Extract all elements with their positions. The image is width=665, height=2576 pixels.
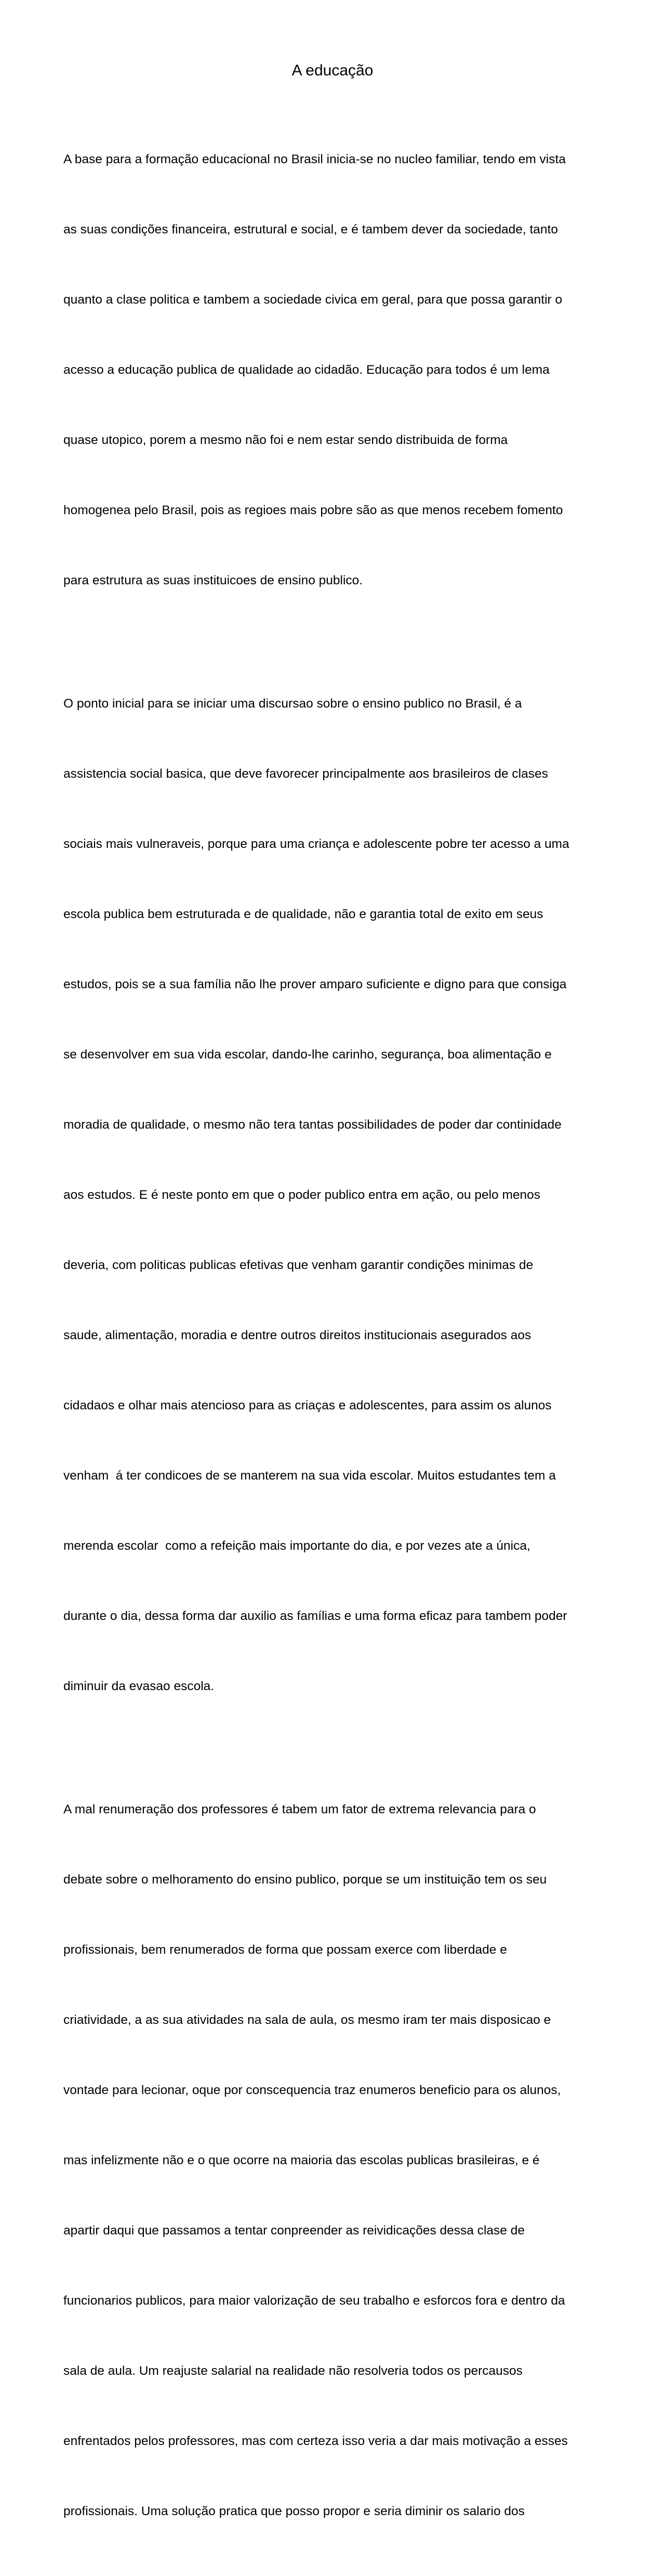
text-line: diminuir da evasao escola.	[63, 1679, 215, 1693]
text-line: aos estudos. E é neste ponto em que o poder publico entra em ação, ou pelo menos	[63, 1188, 540, 1202]
text-line: para estrutura as suas instituicoes de ensino publico.	[63, 573, 363, 587]
text-line: debate sobre o melhoramento do ensino publico, porque se um instituição tem os seu	[63, 1873, 547, 1887]
text-line: apartir daqui que passamos a tentar conpreender as reividicações dessa clase de	[63, 2224, 525, 2238]
paragraph-1	[63, 101, 604, 639]
text-line: se desenvolver em sua vida escolar, dando-lhe carinho, segurança, boa alimentação e	[63, 1048, 552, 1062]
text-line: quase utopico, porem a mesmo não foi e nem estar sendo distribuida de forma	[63, 433, 508, 447]
text-line: as suas condições financeira, estrutural e social, e é tambem dever da sociedade, tanto	[63, 223, 558, 237]
text-line: durante o dia, dessa forma dar auxilio as famílias e uma forma eficaz para tambem poder	[63, 1609, 567, 1623]
text-line: vontade para lecionar, oque por conscequencia traz enumeros beneficio para os alunos,	[63, 2083, 561, 2097]
text-line: cidadaos e olhar mais atencioso para as criaças e adolescentes, para assim os alunos	[63, 1398, 552, 1413]
text-line: acesso a educação publica de qualidade ao cidadão. Educação para todos é um lema	[63, 363, 550, 377]
text-line: O ponto inicial para se iniciar uma discursao sobre o ensino publico no Brasil, é a	[63, 697, 522, 711]
text-line: sala de aula. Um reajuste salarial na realidade não resolveria todos os percausos	[63, 2364, 523, 2378]
document-body	[63, 101, 604, 2576]
text-line: sociais mais vulneraveis, porque para uma criança e adolescente pobre ter acesso a uma	[63, 837, 569, 851]
document-title: A educação	[291, 62, 374, 79]
text-line: deveria, com politicas publicas efetivas que venham garantir condições minimas de	[63, 1258, 534, 1272]
text-line: assistencia social basica, que deve favorecer principalmente aos brasileiros de clases	[63, 767, 548, 781]
text-line: funcionarios publicos, para maior valorização de seu trabalho e esforcos fora e dentro da	[63, 2294, 565, 2308]
text-line: escola publica bem estruturada e de qualidade, não e garantia total de exito em seus	[63, 907, 543, 921]
text-line: homogenea pelo Brasil, pois as regioes mais pobre são as que menos recebem fomento	[63, 503, 563, 517]
text-line: mas infelizmente não e o que ocorre na maioria das escolas publicas brasileiras, e é	[63, 2153, 540, 2167]
text-line: A base para a formação educacional no Brasil inicia-se no nucleo familiar, tendo em vista	[63, 152, 566, 166]
text-line: estudos, pois se a sua família não lhe prover amparo suficiente e digno para que consiga	[63, 977, 567, 991]
text-line: profissionais. Uma solução pratica que posso propor e seria diminir os salario dos	[63, 2504, 525, 2518]
text-line: saude, alimentação, moradia e dentre outros direitos institucionais asegurados aos	[63, 1328, 531, 1342]
text-line: enfrentados pelos professores, mas com certeza isso veria a dar mais motivação a esses	[63, 2434, 568, 2448]
paragraph-3	[63, 1751, 604, 2570]
text-line: profissionais, bem renumerados de forma que possam exerce com liberdade e	[63, 1943, 507, 1957]
text-line: quanto a clase politica e tambem a sociedade civica em geral, para que possa garantir o	[63, 293, 563, 307]
text-line: merenda escolar como a refeição mais importante do dia, e por vezes ate a única,	[63, 1539, 530, 1553]
text-line: moradia de qualidade, o mesmo não tera tantas possibilidades de poder dar continidade	[63, 1118, 562, 1132]
text-line: A mal renumeração dos professores é tabem um fator de extrema relevancia para o	[63, 1802, 536, 1816]
text-line: criatividade, a as sua atividades na sala de aula, os mesmo iram ter mais disposicao e	[63, 2013, 551, 2027]
paragraph-2	[63, 645, 604, 1745]
text-line: venham á ter condicoes de se manterem na sua vida escolar. Muitos estudantes tem a	[63, 1469, 556, 1483]
